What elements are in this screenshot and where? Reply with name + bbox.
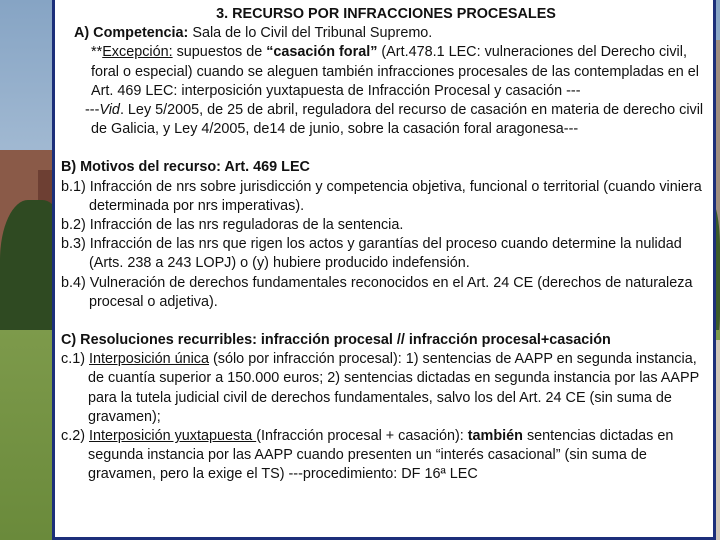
section-a-text: Sala de lo Civil del Tribunal Supremo. bbox=[188, 25, 433, 42]
section-b-item-2: b.2) Infracción de las nrs reguladoras de la sentencia. bbox=[61, 217, 404, 234]
section-a-vid bbox=[61, 101, 711, 139]
section-c-heading: C) Resoluciones recurribles: infracción procesal // infracción procesal+casación bbox=[61, 332, 611, 349]
c2-bold: también bbox=[467, 428, 523, 445]
spacer bbox=[61, 312, 711, 331]
c2-label: Interposición yuxtapuesta bbox=[89, 428, 257, 445]
c1-text: (sólo por infracción procesal): 1) sentencias de AAPP en segunda instancia, de cuantía superior a 150.000 euros; 2) sentencias dictadas en segunda instancia por las AAPP para la tutela judicial civil de derechos fundamentales, salvo los del Art. 24 CE (sin suma de gravamen); bbox=[88, 351, 699, 425]
vid-label: Vid bbox=[99, 102, 120, 119]
section-a-competencia bbox=[61, 24, 711, 43]
slide-text-panel bbox=[52, 0, 716, 540]
exception-text-2: (Art.478.1 LEC: vulneraciones del Derecho civil, foral o especial) cuando se aleguen también infracciones procesales de las contempladas en el Art. 469 LEC: interposición yuxtapuesta de Infracción Procesal y casación --- bbox=[91, 44, 699, 99]
exception-bold: “casación foral” bbox=[266, 44, 378, 61]
section-c-item-2 bbox=[61, 427, 711, 485]
vid-prefix: --- bbox=[85, 102, 100, 119]
exception-prefix: ** bbox=[91, 44, 103, 61]
slide-content bbox=[61, 5, 711, 485]
section-a-exception bbox=[61, 43, 711, 101]
c2-text-2: sentencias dictadas en segunda instancia por las AAPP cuando presenten un “interés casacional” (sin suma de gravamen, pero la exige el TS) ---procedimiento: DF 16ª LEC bbox=[88, 428, 674, 483]
c1-label: Interposición única bbox=[89, 351, 209, 368]
slide-title: 3. RECURSO POR INFRACCIONES PROCESALES bbox=[216, 6, 556, 22]
spacer bbox=[61, 139, 711, 158]
exception-text-1: supuestos de bbox=[172, 44, 267, 61]
vid-text: . Ley 5/2005, de 25 de abril, reguladora del recurso de casación en materia de derecho civil de Galicia, y Ley 4/2005, de14 de junio, sobre la casación foral aragonesa--- bbox=[91, 102, 704, 138]
section-b-item-1: b.1) Infracción de nrs sobre jurisdicción y competencia objetiva, funcional o territorial (cuando viniera determinada por nrs imperativas). bbox=[61, 178, 702, 214]
c2-text-1: (Infracción procesal + casación): bbox=[256, 428, 468, 445]
section-a-label: A) Competencia: bbox=[74, 25, 189, 42]
c1-prefix: c.1) bbox=[61, 351, 89, 368]
section-c-item-1 bbox=[61, 350, 711, 427]
c2-prefix: c.2) bbox=[61, 428, 89, 445]
exception-label: Excepción: bbox=[102, 44, 173, 61]
section-b-heading: B) Motivos del recurso: Art. 469 LEC bbox=[61, 159, 310, 176]
section-b-item-3: b.3) Infracción de las nrs que rigen los actos y garantías del proceso cuando determine la nulidad (Arts. 238 a 243 LOPJ) o (y) hubiere producido indefensión. bbox=[61, 236, 682, 272]
section-b-item-4: b.4) Vulneración de derechos fundamentales reconocidos en el Art. 24 CE (derechos de naturaleza procesal o adjetiva). bbox=[61, 274, 693, 310]
